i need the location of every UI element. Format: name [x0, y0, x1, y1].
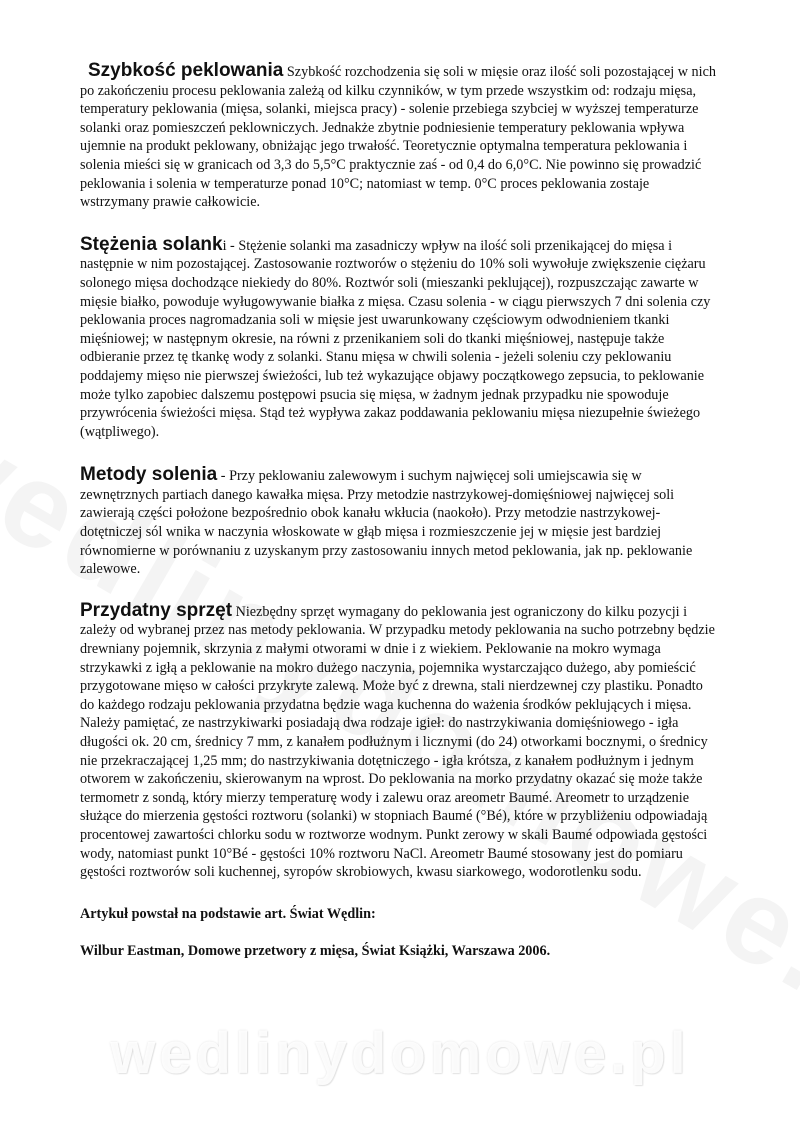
section-text: - Przy peklowaniu zalewowym i suchym najwięcej soli umiejscawia się w zewnętrznych partiach danego kawałka mięsa. Przy metodzie nastrzykowej-domięśniowej najwięcej soli zawierają części położone bezpośrednio obok kanału wkłucia (naokoło). Przy metodzie nastrzykowej-dotętniczej sól wnika w naczynia włoskowate w głąb mięsa i rozmieszczenie jej w mięsie jest bardziej równomierne w porównaniu z uzyskanym przy zastosowaniu innych metod peklowania, jak np. peklowanie zalewowe. [80, 468, 693, 578]
section-metody-solenia [80, 466, 720, 579]
article-body [80, 62, 720, 961]
section-text: Szybkość rozchodzenia się soli w mięsie oraz ilość soli pozostającej w nich po zakończeniu procesu peklowania zależą od kilku czynników, w tym przede wszystkim od: rodzaju mięsa, temperatury peklowania (mięsa, solanki, miejsca pracy) - solenie przebiega szybciej w wyższej temperaturze solanki oraz pomieszczeń peklowniczych. Jednakże zbytnie podniesienie temperatury peklowania wpływa ujemnie na produkt peklowany, obniżając jego trwałość. Teoretycznie optymalna temperatura peklowania i solenia mieści się w granicach od 3,3 do 5,5°C praktycznie zaś - od 0,4 do 6,0°C. Nie powinno się prowadzić peklowania i solenia w temperaturze ponad 10°C; natomiast w temp. 0°C proces peklowania zostaje wstrzymany prawie całkowicie. [80, 64, 716, 211]
section-stezenia-solanki [80, 233, 720, 442]
section-heading: Przydatny sprzęt [80, 599, 233, 621]
section-text: Niezbędny sprzęt wymagany do peklowania jest ograniczony do kilku pozycji i zależy od wybranej przez nas metody peklowania. W przypadku metody peklowania na sucho potrzebny będzie drewniany pojemnik, skrzynia z małymi otworami w dnie i z wiekiem. Peklowanie na mokro wymaga strzykawki z igłą a peklowanie na mokro dużego naczynia, pojemnika wystarczająco dużego, aby pomieścić przygotowane mięso w całości przykryte zalewą. Może być z drewna, stali nierdzewnej czy plastiku. Ponadto do każdego rodzaju peklowania przydatna będzie waga kuchenna do ważenia środków peklujących i mięsa. Należy pamiętać, ze nastrzykiwarki posiadają dwa rodzaje igieł: do nastrzykiwania domięśniowego - igła długości ok. 20 cm, średnicy 7 mm, z kanałem podłużnym i licznymi (do 24) otworkami bocznymi, o średnicy nie przekraczającej 1,25 mm; do nastrzykiwania dotętniczego - igła krótsza, z kanałem podłużnym i jednym otworem w zakończeniu, skierowanym na wprost. Do peklowania na morko przydatny okazać się może także termometr z sondą, który mierzy temperaturę wody i zalewu oraz areometr Baumé. Areometr to urządzenie służące do mierzenia gęstości roztworu (solanki) w stopniach Baumé (°Bé), które w przybliżeniu odpowiadają procentowej zawartości chlorku sodu w roztworze wodnym. Punkt zerowy w skali Baumé odpowiada gęstości wody, natomiast punkt 10°Bé - gęstości 10% roztworu NaCl. Areometr Baumé stosowany jest do pomiaru gęstości roztworów soli kuchennej, syropów skrobiowych, kwasu siarkowego, wodorotlenku sodu. [80, 603, 715, 881]
section-szybkosc-peklowania [80, 62, 720, 212]
credits-source: Wilbur Eastman, Domowe przetwory z mięsa, Świat Książki, Warszawa 2006. [80, 943, 551, 960]
section-heading: Stężenia solank [80, 233, 223, 255]
section-heading: Szybkość peklowania [88, 60, 284, 81]
section-przydatny-sprzet [80, 599, 720, 882]
bottom-watermark: wedlinydomowe.pl [110, 1021, 690, 1086]
credits-intro: Artykuł powstał na podstawie art. Świat Wędlin: [80, 905, 376, 922]
section-heading: Metody solenia [80, 464, 218, 486]
section-text: i - Stężenie solanki ma zasadniczy wpływ na ilość soli przenikającej do mięsa i następnie w nim pozostającej. Zastosowanie roztworów o stężeniu do 10% soli wywołuje zwiększenie ciężaru solonego mięsa dochodzące niekiedy do 80%. Roztwór soli (mieszanki peklującej), rozpuszczając zawarte w mięsie białko, powoduje wyługowywanie białka z mięsa. Czasu solenia - w ciągu pierwszych 7 dni solenia czy peklowania proces nagromadzania soli w mięsie jest uwarunkowany częściowym odwodnieniem tkanki mięśniowej; w następnym okresie, na równi z przenikaniem soli do tkanki mięśniowej, następuje także odbieranie przez tę tkankę wody z solanki. Stanu mięsa w chwili solenia - jeżeli soleniu czy peklowaniu poddajemy mięso nie pierwszej świeżości, lub też wykazujące objawy początkowego zepsucia, to peklowanie może tylko zapobiec dalszemu postępowi psucia się mięsa, w żadnym jednak przypadku nie spowoduje przywrócenia świeżości mięsa. Stąd też wypływa zakaz poddawania peklowaniu mięsa niezupełnie świeżego (wątpliwego). [80, 237, 711, 440]
